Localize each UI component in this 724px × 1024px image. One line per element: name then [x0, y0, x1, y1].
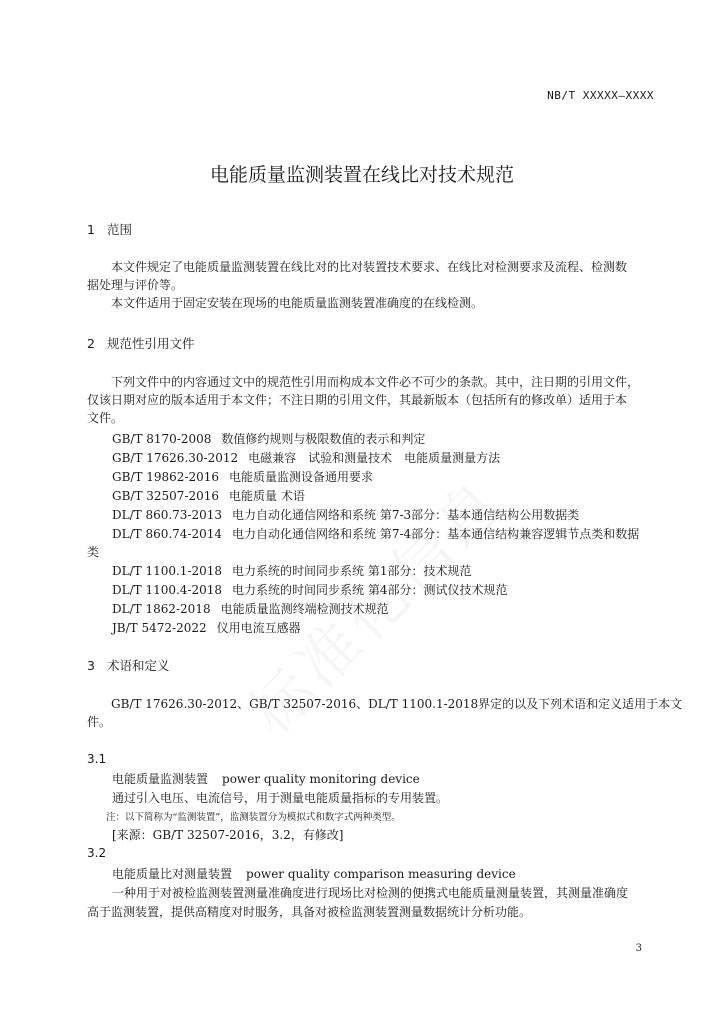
reference-code: GB/T 8170-2008 — [112, 432, 212, 446]
document-title: 电能质量监测装置在线比对技术规范 — [209, 164, 514, 186]
reference-name: 电力自动化通信网络和系统 第7-4部分：基本通信结构兼容逻辑节点类和数据 — [232, 527, 640, 541]
reference-item — [112, 430, 425, 447]
reference-name: 电力系统的时间同步系统 第1部分：技术规范 — [232, 564, 472, 578]
section-title: 范围 — [107, 222, 133, 237]
term-name-en: power quality comparison measuring device — [246, 867, 516, 881]
reference-code: GB/T 19862-2016 — [112, 470, 220, 484]
reference-continuation: 类 — [87, 545, 100, 559]
paragraph-line: GB/T 17626.30-2012、GB/T 32507-2016、DL/T 1100.1-2018界定的以及下列术语和定义适用于本文 — [111, 697, 683, 711]
paragraph-line: 件。 — [87, 715, 112, 729]
reference-code: DL/T 1100.4-2018 — [112, 583, 223, 597]
section-number: 1 — [87, 222, 95, 237]
term-number: 3.2 — [87, 846, 107, 860]
paragraph-line: 仅该日期对应的版本适用于本文件；不注日期的引用文件，其最新版本（包括所有的修改单）适用于本 — [87, 393, 628, 407]
section-title: 规范性引用文件 — [107, 336, 195, 351]
term-definition: 通过引入电压、电流信号，用于测量电能质量指标的专用装置。 — [112, 791, 449, 805]
reference-name: 仪用电流互感器 — [216, 621, 301, 635]
reference-code: GB/T 32507-2016 — [112, 489, 220, 503]
reference-item — [112, 619, 301, 636]
reference-name: 电力自动化通信网络和系统 第7-3部分：基本通信结构公用数据类 — [232, 508, 580, 522]
reference-item — [112, 449, 500, 466]
reference-name: 电能质量监测设备通用要求 — [229, 470, 374, 484]
section-number: 3 — [87, 658, 95, 673]
reference-name: 数值修约规则与极限数值的表示和判定 — [221, 432, 426, 446]
reference-code: JB/T 5472-2022 — [112, 621, 207, 635]
reference-code: DL/T 1100.1-2018 — [112, 564, 223, 578]
reference-item — [112, 487, 305, 504]
reference-item — [112, 562, 472, 579]
term-number: 3.1 — [87, 752, 107, 766]
term-name-zh: 电能质量比对测量装置 — [112, 867, 233, 881]
section-1-heading — [87, 220, 132, 238]
reference-name: 电能质量 术语 — [229, 489, 305, 503]
paragraph-line: 本文件规定了电能质量监测装置在线比对的比对装置技术要求、在线比对检测要求及流程、检测数 — [111, 260, 628, 274]
section-title: 术语和定义 — [107, 658, 170, 673]
reference-name: 电力系统的时间同步系统 第4部分：测试仪技术规范 — [232, 583, 508, 597]
reference-name: 电能质量监测终端检测技术规范 — [220, 602, 389, 616]
term-source: [来源：GB/T 32507-2016，3.2，有修改] — [112, 828, 344, 842]
term-definition: 一种用于对被检监测装置测量准确度进行现场比对检测的便携式电能质量测量装置，其测量准确度 — [112, 886, 629, 900]
paragraph-line: 文件。 — [87, 411, 124, 425]
term-heading — [112, 865, 516, 882]
term-note: 注：以下简称为“监测装置”，监测装置分为模拟式和数字式两种类型。 — [106, 812, 401, 823]
term-name-zh: 电能质量监测装置 — [112, 772, 209, 786]
document-code: NB/T XXXXX—XXXX — [547, 89, 654, 102]
reference-item — [112, 600, 389, 617]
reference-item — [112, 581, 508, 598]
section-3-heading — [87, 656, 170, 674]
reference-code: GB/T 17626.30-2012 — [112, 451, 239, 465]
paragraph-line: 下列文件中的内容通过文中的规范性引用而构成本文件必不可少的条款。其中，注日期的引用文件， — [111, 375, 640, 389]
reference-code: DL/T 1862-2018 — [112, 602, 211, 616]
reference-code: DL/T 860.74-2014 — [112, 527, 223, 541]
reference-item — [112, 506, 579, 523]
section-2-heading — [87, 334, 195, 352]
reference-item — [112, 468, 373, 485]
reference-name: 电磁兼容 试验和测量技术 电能质量测量方法 — [248, 451, 501, 465]
paragraph-line: 据处理与评价等。 — [87, 278, 184, 292]
term-heading — [112, 770, 420, 787]
term-name-en: power quality monitoring device — [222, 772, 420, 786]
section-number: 2 — [87, 336, 95, 351]
term-definition: 高于监测装置，提供高精度对时服务，具备对被检监测装置测量数据统计分析功能。 — [87, 905, 532, 919]
reference-item — [112, 525, 639, 542]
paragraph-line: 本文件适用于固定安装在现场的电能质量监测装置准确度的在线检测。 — [111, 296, 484, 310]
page-number: 3 — [635, 943, 642, 954]
reference-code: DL/T 860.73-2013 — [112, 508, 223, 522]
